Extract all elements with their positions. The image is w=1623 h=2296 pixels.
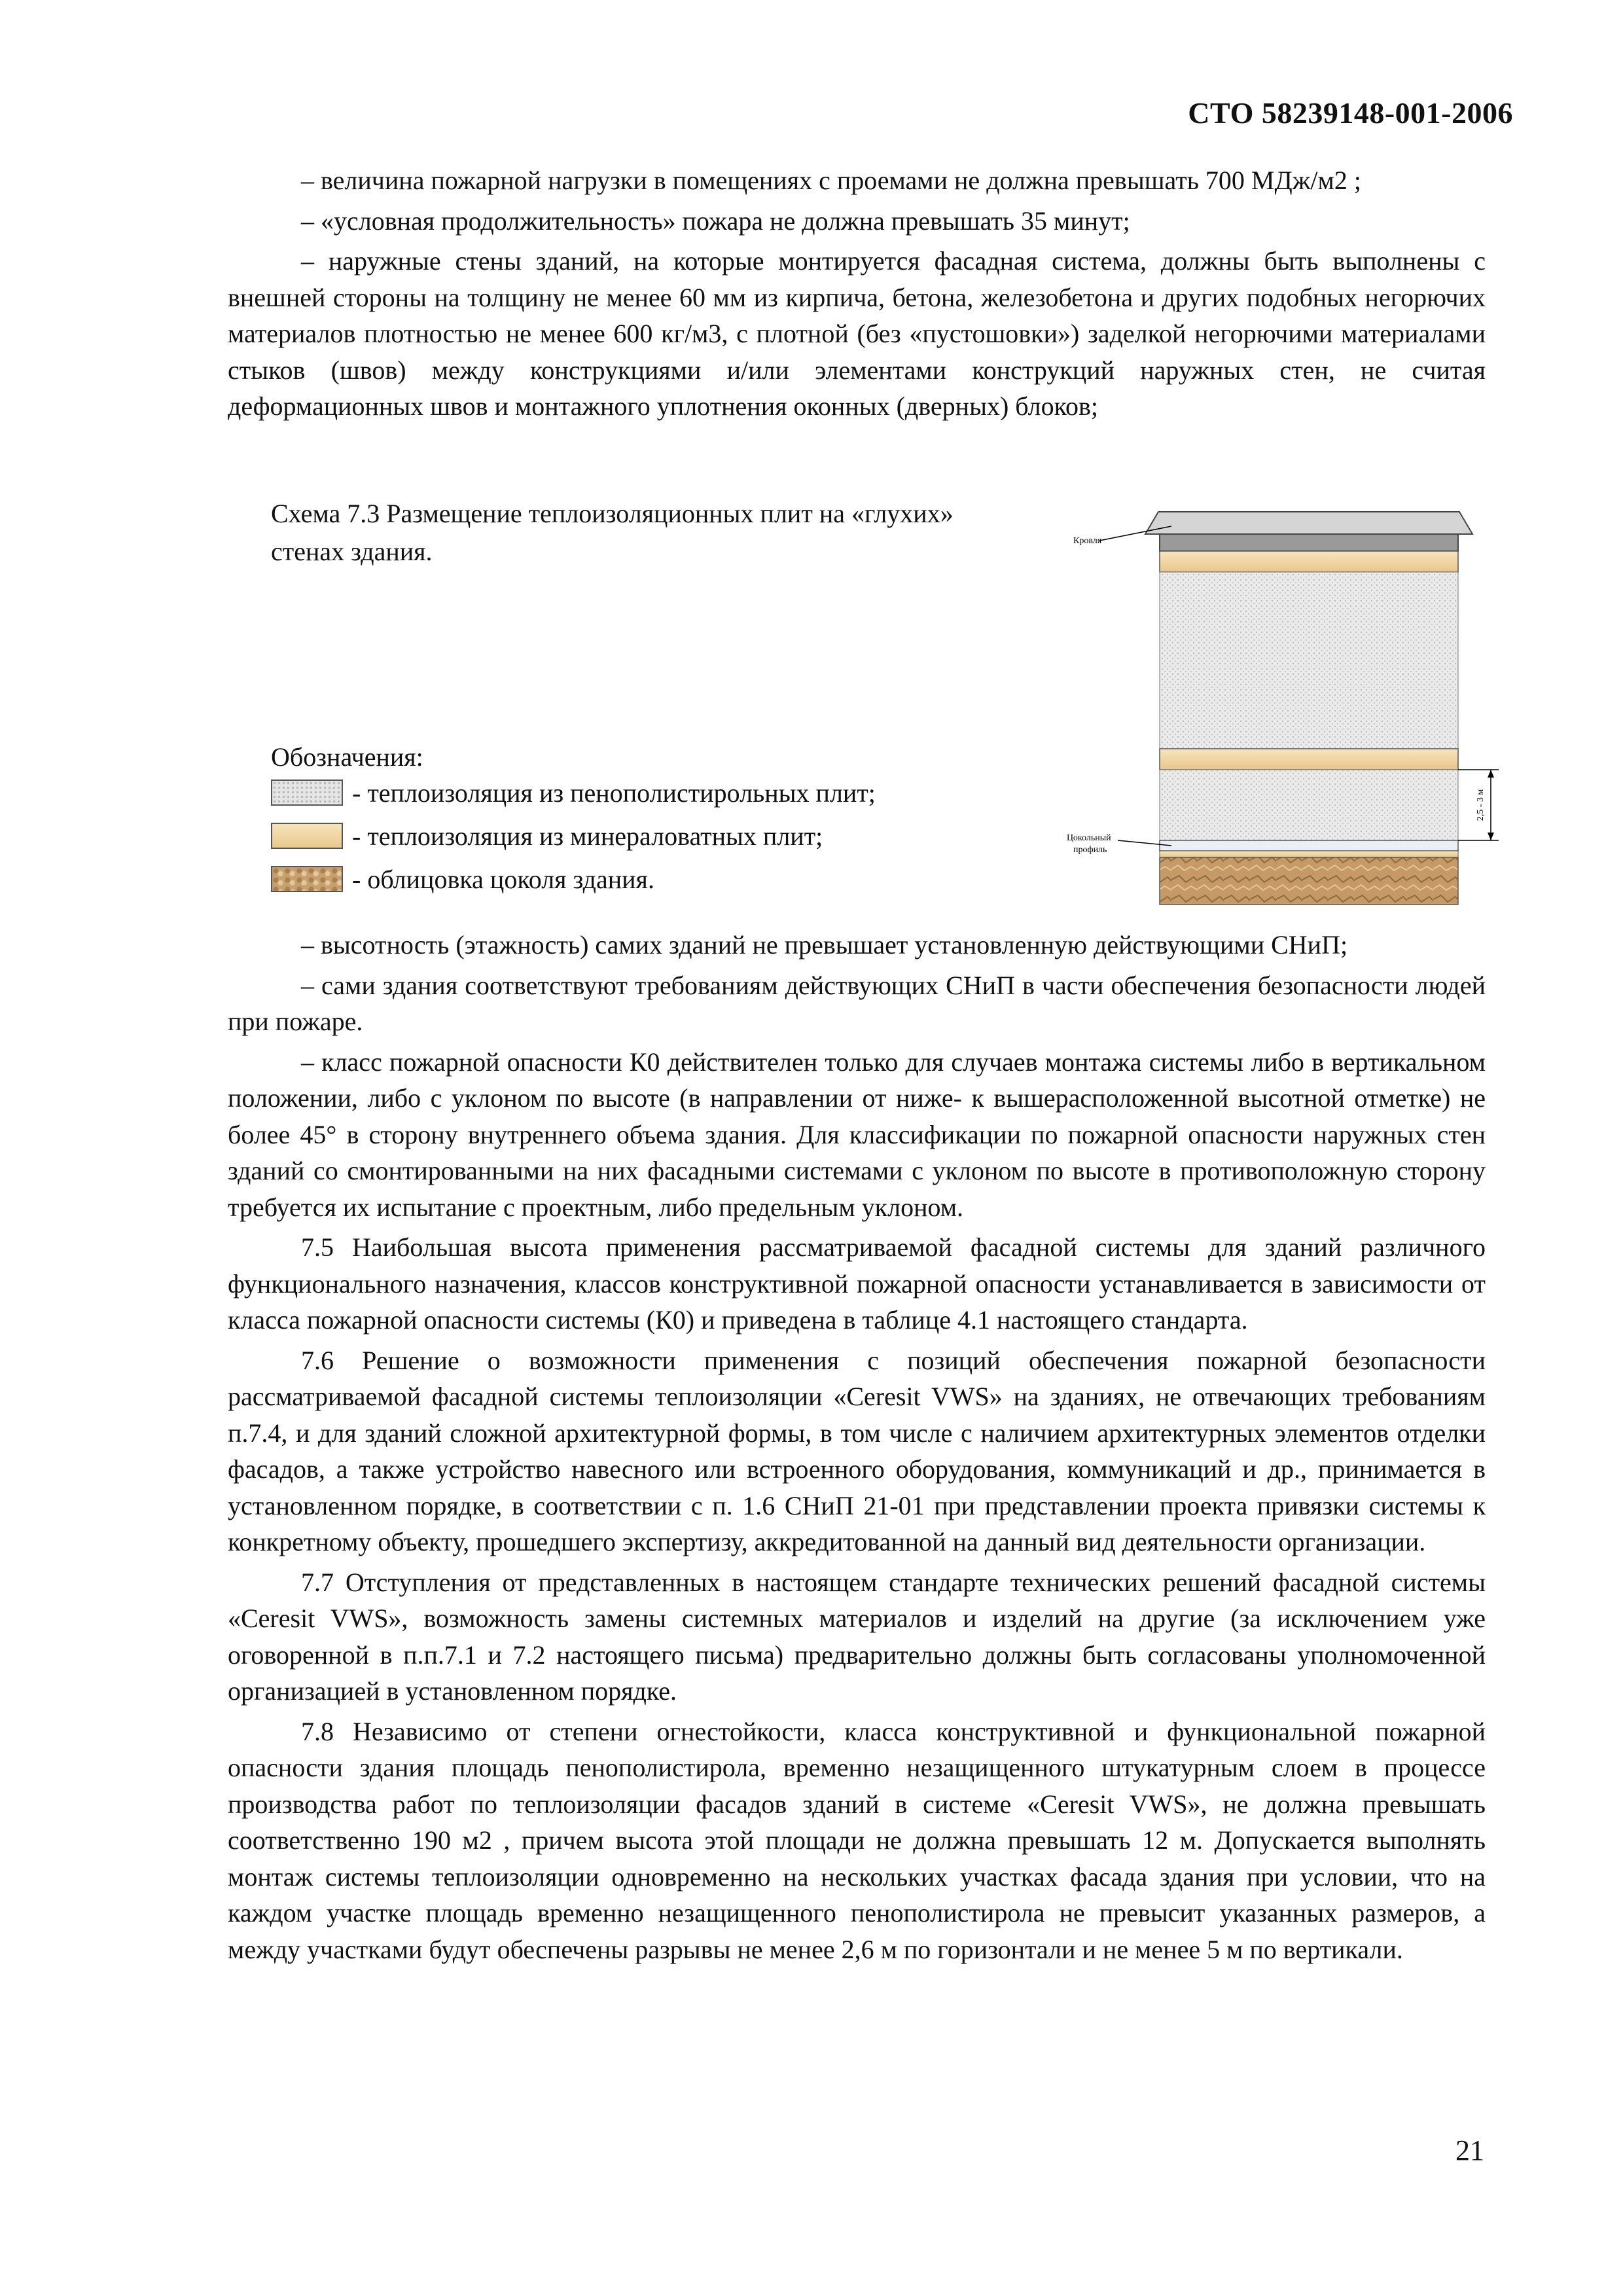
eps-zone-lower [1160,770,1458,840]
paragraph: 7.8 Независимо от степени огнестойкости, класса конструктивной и функциональной пожарной опасности здания площадь пенополистирола, временно незащищенного штукатурным слоем в процессе производства работ по теплоизоляции фасадов зданий в системе «Ceresit VWS», не должна превышать соответственно 190 м2 , причем высота этой площади не должна превышать 12 м. Допускается выполнять монтаж системы теплоизоляции одновременно на нескольких участках фасада здания при условии, что на каждом участке площадь временно незащищенного пенополистирола не превысит указанных размеров, а между участками будут обеспечены разрывы не менее 2,6 м по горизонтали и не менее 5 м по вертикали. [228,1716,1486,1964]
roof-label: Кровля [1073,536,1102,546]
eps-zone-upper [1160,572,1458,749]
paragraph: – сами здания соответствуют требованиям действующих СНиП в части обеспечения безопасности людей при пожаре. [228,970,1486,1036]
legend-label: - теплоизоляция из пенополистирольных плит; [352,778,876,808]
paragraph: 7.7 Отступления от представленных в настоящем стандарте технических решений фасадной системы «Ceresit VWS», возможность замены системных материалов и изделий на другие (за исключением уже оговоренной в п.п.7.1 и 7.2 настоящего письма) предварительно должны быть согласованы уполномоченной организацией в установленном порядке. [228,1567,1486,1706]
legend-item-eps [271,776,876,809]
paragraph: 7.5 Наибольшая высота применения рассматриваемой фасадной системы для зданий различного функционального назначения, классов конструктивной пожарной опасности устанавливается в зависимости от класса пожарной опасности системы (К0) и приведена в таблице 4.1 настоящего стандарта. [228,1232,1486,1335]
base-profile-label-line1: Цокольный [1067,833,1111,843]
legend-label: - облицовка цоколя здания. [352,864,654,894]
mineral-wool-swatch-icon [271,823,343,849]
dimension-label: 2,5 - 3 м [1476,789,1486,821]
paragraph: – высотность (этажность) самих зданий не превышает установленную действующими СНиП; [301,930,1348,960]
legend-label: - теплоизоляция из минераловатных плит; [352,821,823,851]
roof-cap [1145,512,1472,534]
document-code: СТО 58239148-001-2006 [1188,96,1513,130]
paragraph: – величина пожарной нагрузки в помещениях с проемами не должна превышать 700 МДж/м2 ; [301,166,1361,195]
mineral-wool-base-strip [1160,851,1458,857]
paragraph: – класс пожарной опасности К0 действителен только для случаев монтажа системы либо в вертикальном положении, либо с уклоном по высоте (в направлении от ниже- к вышерасположенной высотной отметке) не более 45° в сторону внутреннего объема здания. Для классификации по пожарной опасности наружных стен зданий со смонтированными на них фасадными системами с уклоном по высоте в противоположную сторону требуется их испытание с проектным, либо предельным уклоном. [228,1047,1486,1222]
dimension-arrow-bottom [1488,833,1494,840]
scheme-caption: Схема 7.3 Размещение теплоизоляционных плит на «глухих» стенах здания. [271,499,954,566]
roof-parapet [1160,534,1458,551]
bottom-text-block [228,927,1486,1971]
plinth-cladding [1160,857,1458,905]
top-text-block [228,162,1486,429]
paragraph: – наружные стены зданий, на которые монтируется фасадная система, должны быть выполнены с внешней стороны на толщину не менее 60 мм из кирпича, бетона, железобетона и других подобных негорючих материалов плотностью не менее 600 кг/м3, с плотной (без «пустошовки») заделкой негорючими материалами стыков (швов) между конструкциями и/или элементами конструкций наружных стен, не считая деформационных швов и монтажного уплотнения оконных (дверных) блоков; [228,246,1486,421]
wall-insulation-diagram [1041,500,1538,906]
legend-item-mineral-wool [271,819,823,852]
paragraph: 7.6 Решение о возможности применения с позиций обеспечения пожарной безопасности рассматриваемой фасадной системы теплоизоляции «Ceresit VWS» на зданиях, не отвечающих требованиям п.7.4, и для зданий сложной архитектурной формы, в том числе с наличием архитектурных элементов отделки фасадов, а также устройство навесного или встроенного оборудования, коммуникаций и др., принимается в установленном порядке, в соответствии с п. 1.6 СНиП 21-01 при представлении проекта привязки системы к конкретному объекту, прошедшего экспертизу, аккредитованной на данный вид деятельности организации. [228,1345,1486,1556]
dimension-arrow-top [1488,770,1494,778]
eps-board-swatch-icon [271,780,343,806]
base-profile-label-line2: профиль [1073,845,1107,855]
paragraph: – «условная продолжительность» пожара не должна превышать 35 минут; [301,206,1130,236]
page-number: 21 [1455,2134,1484,2166]
legend-item-plinth [271,863,654,895]
mineral-wool-firebreak [1160,749,1458,770]
mineral-wool-band-top [1160,551,1458,572]
legend-title: Обозначения: [271,742,423,772]
plinth-cladding-swatch-icon [271,866,343,892]
base-profile [1160,840,1458,851]
